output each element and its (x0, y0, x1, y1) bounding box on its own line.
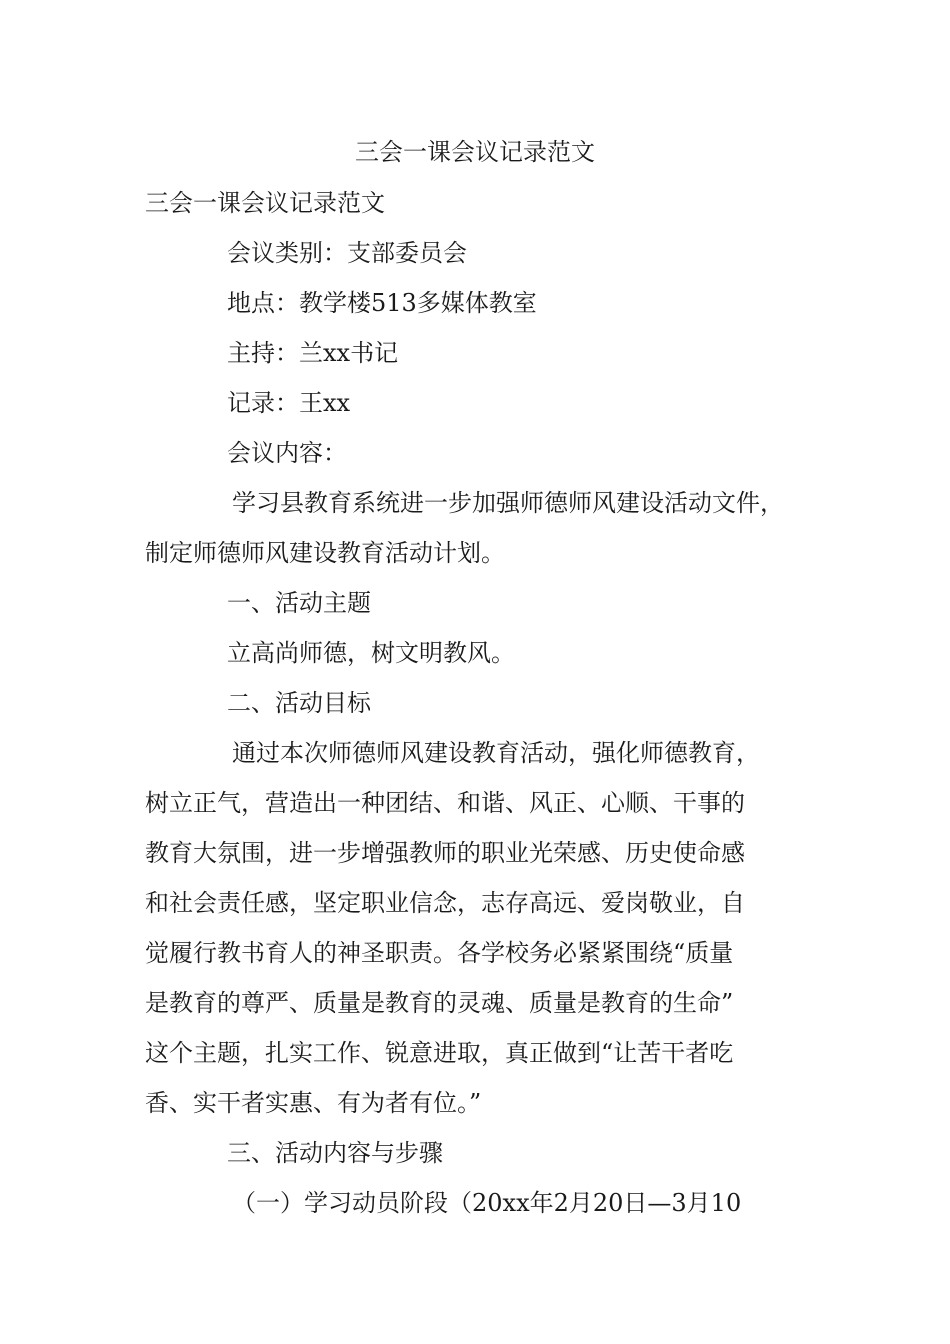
paragraph-1-line-2: 制定师德师风建设教育活动计划。 (145, 539, 505, 567)
section-2-line: 教育大氛围，进一步增强教师的职业光荣感、历史使命感 (145, 839, 745, 867)
meeting-type: 会议类别：支部委员会 (227, 239, 467, 267)
section-1-text: 立高尚师德，树文明教风。 (227, 639, 515, 667)
section-2-line: 香、实干者实惠、有为者有位。” (145, 1089, 482, 1117)
section-2-line: 通过本次师德师风建设教育活动，强化师德教育， (232, 739, 760, 767)
section-2-line: 是教育的尊严、质量是教育的灵魂、质量是教育的生命” (145, 989, 734, 1017)
document-title: 三会一课会议记录范文 (355, 138, 595, 166)
section-2-heading: 二、活动目标 (227, 689, 371, 717)
section-2-line: 和社会责任感，坚定职业信念，志存高远、爱岗敬业，自 (145, 889, 745, 917)
section-1-heading: 一、活动主题 (227, 589, 371, 617)
section-2-line: 这个主题，扎实工作、锐意进取，真正做到“让苦干者吃 (145, 1039, 734, 1067)
section-2-line: 树立正气，营造出一种团结、和谐、风正、心顺、干事的 (145, 789, 745, 817)
document-body (145, 178, 825, 1228)
section-3-heading: 三、活动内容与步骤 (227, 1139, 443, 1167)
content-label: 会议内容： (227, 439, 347, 467)
meeting-location: 地点：教学楼513多媒体教室 (227, 289, 537, 317)
subtitle: 三会一课会议记录范文 (145, 189, 385, 217)
meeting-host: 主持：兰xx书记 (227, 339, 399, 367)
paragraph-1-line-1: 学习县教育系统进一步加强师德师风建设活动文件， (232, 489, 784, 517)
section-2-line: 觉履行教书育人的神圣职责。各学校务必紧紧围绕“质量 (145, 939, 734, 967)
meeting-recorder: 记录：王xx (227, 389, 351, 417)
section-3-subheading-1: （一）学习动员阶段（20xx年2月20日—3月10 (232, 1189, 742, 1217)
